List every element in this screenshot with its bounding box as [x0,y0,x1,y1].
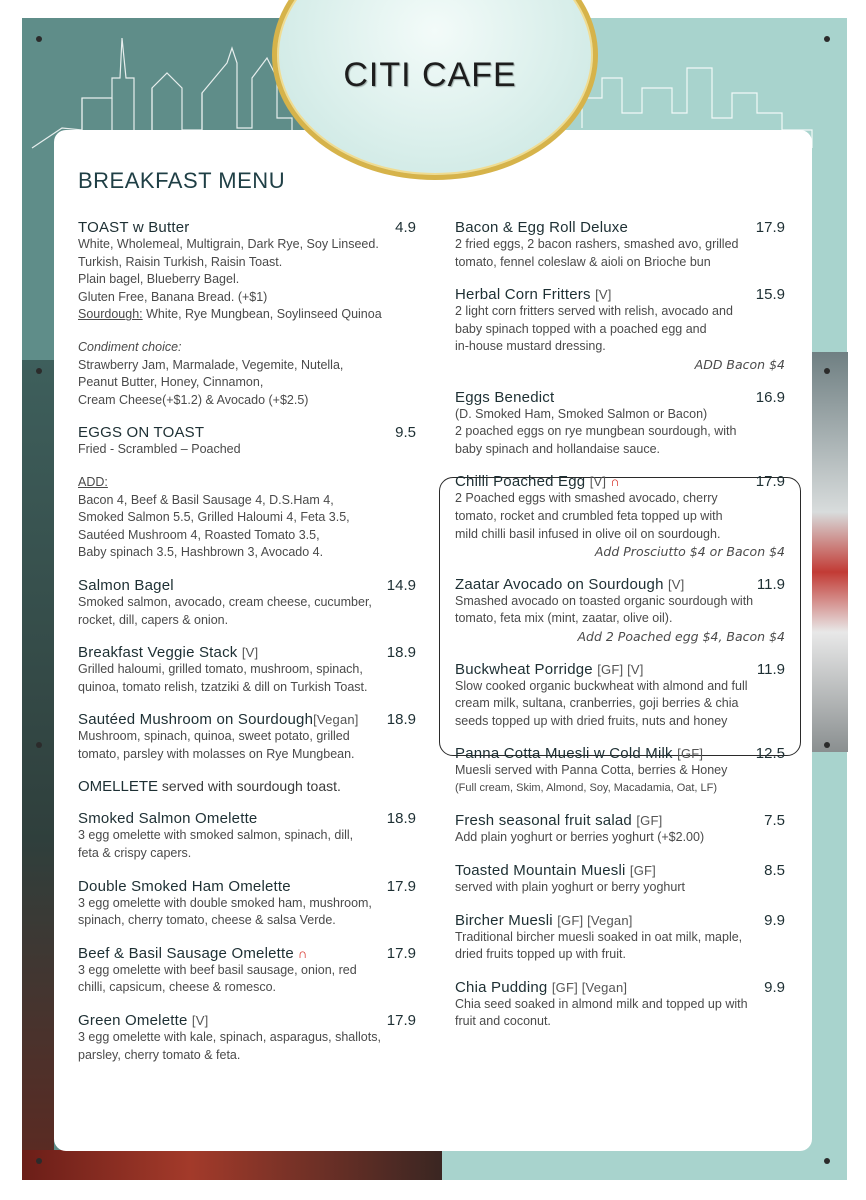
item-description [78,895,416,930]
decorative-dot [36,36,42,42]
description-line: Peanut Butter, Honey, Cinnamon, [78,375,264,390]
description-line: tomato, rocket and crumbled feta topped up with [455,508,723,523]
item-name-text: Toasted Mountain Muesli [455,862,626,880]
item-name: Double Smoked Ham Omelette [78,877,291,895]
menu-item-mushroom-sourdough [78,711,416,763]
description-line: parsley, cherry tomato & feta. [78,1047,241,1062]
item-name-text: Fresh seasonal fruit salad [455,812,632,830]
item-price: 11.9 [756,660,785,678]
item-description [455,762,785,797]
item-description [455,678,785,731]
description-line: 3 egg omelette with smoked salmon, spinach, dill, [78,828,354,843]
item-description [455,303,785,356]
item-name [455,745,703,762]
item-name-text: Beef & Basil Sausage Omelette [78,944,294,962]
sourdough-options: White, Rye Mungbean, Soylinseed Quinoa [142,307,382,322]
description-line: 3 egg omelette with double smoked ham, mushroom, [78,895,372,910]
dietary-tag: [V] [191,1013,209,1029]
item-name-text: Green Omelette [78,1012,188,1030]
sourdough-label: Sourdough: [78,307,143,322]
description-line: Grilled haloumi, grilled tomato, mushroom, spinach, [78,662,363,677]
item-name-text: Buckwheat Porridge [455,660,593,678]
section-subtitle: served with sourdough toast. [158,778,341,795]
description-line: 2 poached eggs on rye mungbean sourdough, with [455,424,737,439]
menu-column-left [78,219,416,1079]
item-name [455,576,685,593]
item-price: 18.9 [386,810,416,828]
item-name [78,644,258,661]
menu-item-toast [78,219,416,324]
item-description [455,236,785,271]
description-line: Plain bagel, Blueberry Bagel. [78,272,240,287]
description-line: Smoked salmon, avocado, cream cheese, cucumber, [78,594,372,609]
description-line: Smashed avocado on toasted organic sourdough with [455,593,754,608]
description-line: Bacon 4, Beef & Basil Sausage 4, D.S.Ham 4, [78,492,334,507]
item-description [78,1029,416,1064]
description-line: baby spinach topped with a poached egg and [455,321,707,336]
menu-item-eggs-benedict [455,389,785,459]
menu-item-zaatar-avocado [455,576,785,646]
menu-item-green-omelette [78,1012,416,1064]
dietary-tag: [V] [668,576,685,592]
description-line: 3 egg omelette with kale, spinach, asparagus, shallots, [78,1030,381,1045]
item-name [78,945,308,962]
menu-item-chilli-poached-egg [455,473,785,560]
description-line: Gluten Free, Banana Bread. (+$1) [78,289,268,304]
item-name-text: Panna Cotta Muesli w Cold Milk [455,745,673,763]
menu-item-salmon-bagel [78,577,416,629]
item-name-text: Herbal Corn Fritters [455,286,591,304]
menu-item-panna-cotta-muesli [455,745,785,797]
item-description [455,829,785,847]
dietary-tag: [GF] [Vegan] [557,912,633,928]
item-description [455,996,785,1031]
item-name-text: Bircher Muesli [455,911,553,929]
chilli-icon: ∩ [610,474,620,490]
dietary-tag: [GF] [629,863,656,879]
description-line: chilli, capsicum, cheese & romesco. [78,980,276,995]
description-line: Fried - Scrambled – Poached [78,442,241,457]
item-description [78,962,416,997]
add-on-note: Add Prosciutto $4 or Bacon $4 [594,544,785,560]
item-description [78,236,416,324]
item-name [455,473,620,490]
description-line: in-house mustard dressing. [455,339,606,354]
add-label: ADD: [78,474,108,489]
cafe-name: CITI CAFE [343,56,517,94]
item-name: Eggs Benedict [455,388,555,406]
menu-item-corn-fritters [455,286,785,373]
description-line: Slow cooked organic buckwheat with almond and full [455,678,748,693]
description-line: seeds topped up with dried fruits, nuts and honey [455,713,728,728]
item-name [455,286,612,303]
condiment-choices [78,339,416,409]
menu-title: BREAKFAST MENU [78,168,286,193]
menu-item-smoked-salmon-omelette [78,810,416,862]
item-description [78,441,416,459]
item-description [78,728,416,763]
description-line: Add plain yoghurt or berries yoghurt (+$2.00) [455,830,705,845]
item-name: Salmon Bagel [78,576,174,594]
decorative-dot [36,1158,42,1164]
milk-options: (Full cream, Skim, Almond, Soy, Macadamia, Oat, LF) [455,781,718,794]
description-line: quinoa, tomato relish, tzatziki & dill on Turkish Toast. [78,679,368,694]
dietary-tag: [V] [589,474,607,490]
description-line [78,306,416,324]
description-line: Muesli served with Panna Cotta, berries & Honey [455,763,728,778]
item-price: 7.5 [764,812,785,830]
decorative-dot [824,36,830,42]
item-name: EGGS ON TOAST [78,424,205,442]
item-price: 16.9 [755,388,785,406]
item-price: 17.9 [386,944,416,962]
menu-item-bacon-egg-roll [455,219,785,271]
description-line: tomato, fennel coleslaw & aioli on Brioche bun [455,254,711,269]
item-name: Smoked Salmon Omelette [78,810,258,828]
condiment-label: Condiment choice: [78,339,182,354]
item-name [455,661,644,678]
menu-item-eggs-on-toast [78,424,416,459]
decorative-dot [36,742,42,748]
item-description [455,406,785,459]
omelette-section-heading [78,778,416,795]
item-description [455,879,785,897]
menu-item-toasted-muesli [455,862,785,897]
decorative-dot [824,1158,830,1164]
add-on-note: Add 2 Poached egg $4, Bacon $4 [577,628,785,644]
item-price: 9.9 [764,911,785,929]
menu-item-sausage-omelette [78,945,416,997]
item-price: 9.5 [395,424,416,442]
item-price: 18.9 [386,711,416,729]
item-description [455,490,785,543]
item-price: 17.9 [755,473,785,491]
description-line: Mushroom, spinach, quinoa, sweet potato, grilled [78,729,350,744]
menu-item-veggie-stack [78,644,416,696]
item-name [78,1012,208,1029]
item-name-text: Chilli Poached Egg [455,473,586,491]
decorative-dot [824,742,830,748]
item-name-text: Zaatar Avocado on Sourdough [455,575,664,593]
menu-item-bircher-muesli [455,912,785,964]
menu-item-ham-omelette [78,878,416,930]
item-name [455,979,627,996]
item-name [455,862,656,879]
section-title: OMELLETE [78,778,159,796]
item-name [455,812,662,829]
condiment-description [78,339,416,409]
menu-column-right [455,219,785,1046]
item-price: 8.5 [764,862,785,880]
item-name [78,711,359,728]
item-price: 11.9 [756,575,785,593]
description-line: Cream Cheese(+$1.2) & Avocado (+$2.5) [78,392,309,407]
description-line: spinach, cherry tomato, cheese & salsa Verde. [78,913,336,928]
description-line: cream milk, sultana, cranberries, goji berries & chia [455,696,739,711]
menu-item-buckwheat-porridge [455,661,785,731]
description-line: 2 Poached eggs with smashed avocado, cherry [455,491,718,506]
add-ons [78,474,416,562]
description-line: (D. Smoked Ham, Smoked Salmon or Bacon) [455,406,708,421]
dietary-tag: [GF] [Vegan] [551,979,628,995]
description-line: Chia seed soaked in almond milk and topped up with [455,996,748,1011]
item-description [455,593,785,628]
item-price: 15.9 [755,286,785,304]
dietary-tag: [Vegan] [313,712,359,728]
add-ons-description [78,474,416,562]
decorative-dot [824,368,830,374]
item-name-text: Breakfast Veggie Stack [78,644,238,662]
description-line: mild chilli basil infused in olive oil on sourdough. [455,526,721,541]
description-line: baby spinach and hollandaise sauce. [455,441,661,456]
description-line: tomato, feta mix (mint, zaatar, olive oil). [455,611,673,626]
chilli-icon: ∩ [297,945,308,961]
background-photo-right [810,352,848,752]
item-name-text: Sautéed Mushroom on Sourdough [78,711,314,729]
item-price: 12.5 [755,745,785,763]
description-line: tomato, parsley with molasses on Rye Mungbean. [78,746,355,761]
description-line: rocket, dill, capers & onion. [78,612,229,627]
description-line: 2 fried eggs, 2 bacon rashers, smashed avo, grilled [455,237,739,251]
description-line: Traditional bircher muesli soaked in oat milk, maple, [455,929,743,944]
dietary-tag: [V] [241,645,259,661]
description-line: feta & crispy capers. [78,846,192,861]
item-name: Bacon & Egg Roll Deluxe [455,219,629,236]
dietary-tag: [GF] [636,813,663,829]
description-line: White, Wholemeal, Multigrain, Dark Rye, Soy Linseed. [78,237,379,251]
dietary-tag: [V] [595,287,612,303]
description-line: 3 egg omelette with beef basil sausage, onion, red [78,962,357,977]
item-price: 17.9 [386,1012,416,1030]
description-line: Baby spinach 3.5, Hashbrown 3, Avocado 4. [78,545,324,560]
decorative-dot [36,368,42,374]
item-price: 18.9 [386,644,416,662]
background-photo-bottom [22,1150,442,1180]
item-description [78,827,416,862]
description-line: Strawberry Jam, Marmalade, Vegemite, Nutella, [78,357,344,372]
menu-item-fruit-salad [455,812,785,847]
item-description [455,929,785,964]
item-name: TOAST w Butter [78,219,190,236]
item-description [78,594,416,629]
item-name-text: Chia Pudding [455,978,548,996]
description-line: Turkish, Raisin Turkish, Raisin Toast. [78,254,283,269]
item-price: 9.9 [764,978,785,996]
item-price: 4.9 [395,219,416,236]
description-line: Smoked Salmon 5.5, Grilled Haloumi 4, Feta 3.5, [78,510,350,525]
item-price: 17.9 [755,219,785,236]
description-line: Sautéed Mushroom 4, Roasted Tomato 3.5, [78,527,320,542]
item-description [78,661,416,696]
item-price: 17.9 [386,877,416,895]
item-name [455,912,633,929]
background-photo-left [22,360,54,1160]
dietary-tag: [GF] [V] [597,661,644,677]
description-line: served with plain yoghurt or berry yoghurt [455,880,685,895]
description-line: 2 light corn fritters served with relish, avocado and [455,304,733,319]
menu-item-chia-pudding [455,979,785,1031]
add-on-note: ADD Bacon $4 [694,356,785,372]
dietary-tag: [GF] [677,746,704,762]
description-line: fruit and coconut. [455,1014,551,1029]
item-price: 14.9 [386,576,416,594]
description-line: dried fruits topped up with fruit. [455,947,626,962]
